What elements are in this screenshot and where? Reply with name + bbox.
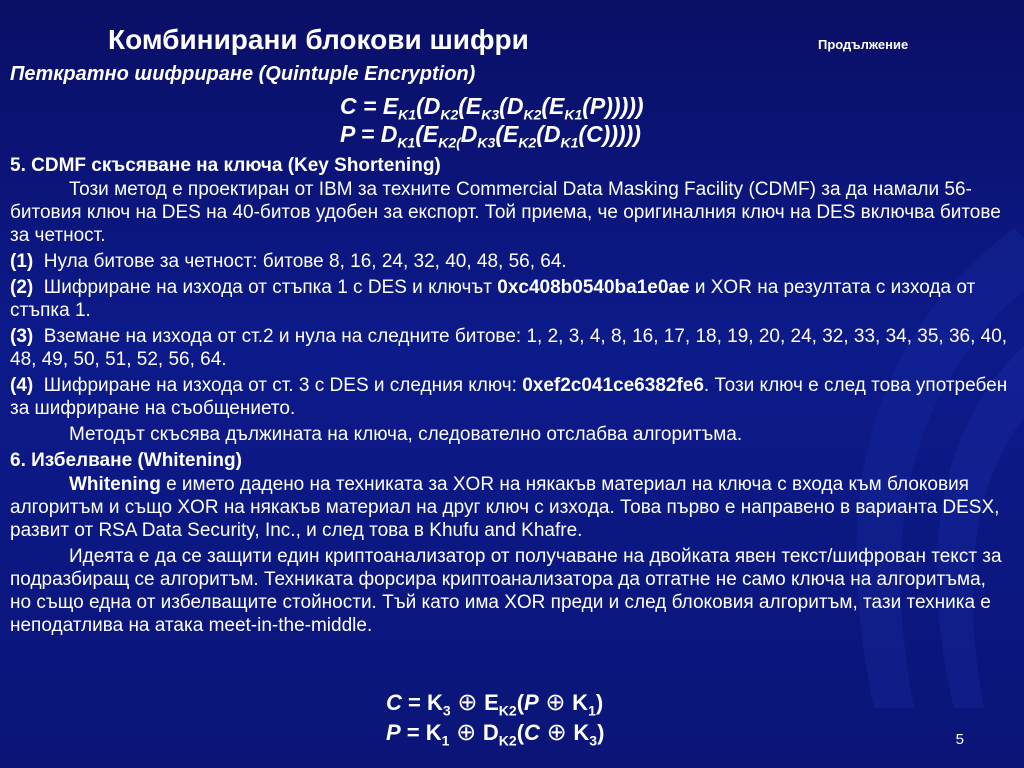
cdmf-step-3: (3) Вземане на изхода от ст.2 и нула на следните битове: 1, 2, 3, 4, 8, 16, 17, 18, 19, 20, 24, 32, 33, 34, 35, 36, 40, 48, 49, 50, 51, 52, 56, 64. bbox=[10, 326, 1008, 370]
slide-subtitle: Продължение bbox=[818, 37, 909, 52]
cdmf-step-4: (4) Шифриране на изхода от ст. 3 с DES и следния ключ: 0xef2c041ce6382fe6. Този ключ е след това употребен за шифриране на съобщението. bbox=[10, 375, 1008, 419]
slide-body bbox=[10, 152, 1012, 640]
cdmf-conclusion: Методът скъсява дължината на ключа, следователно отслабва алгоритъма. bbox=[69, 424, 743, 445]
slide-title: Комбинирани блокови шифри bbox=[108, 24, 529, 55]
page-number: 5 bbox=[955, 731, 964, 748]
whitening-paragraph-2: Идеята е да се защити един криптоанализатор от получаване на двойката явен текст/шифрован текст за подразбиращ се алгоритъм. Техниката форсира криптоанализатора да отгатне не само ключа на алгоритъма, но също една от избелващите стойности. Тъй като има XOR преди и след блоковия алгоритъм, тази техника е неподатлива на атака meet-in-the-middle. bbox=[10, 546, 1002, 636]
cdmf-heading: 5. CDMF скъсяване на ключа (Key Shortening) bbox=[10, 155, 441, 176]
des-key-1: 0xc408b0540ba1e0ae bbox=[497, 277, 690, 298]
whitening-decryption-formula: $P = K_1$ ⊕ $D_{K2}(C$ ⊕ $K_3$) bbox=[386, 719, 605, 749]
whitening-heading: 6. Избелване (Whitening) bbox=[10, 450, 242, 471]
cdmf-step-2: (2) Шифриране на изхода от стъпка 1 с DES и ключът 0xc408b0540ba1e0ae и XOR на резултата с изхода от стъпка 1. bbox=[10, 277, 976, 321]
quintuple-decryption-formula: $P = D_{K1}(E_{K2(}D_{K3}(E_{K2}(D_{K1}(C))))$) bbox=[340, 121, 641, 151]
whitening-encryption-formula: $C = K_3$ ⊕ $E_{K2}(P$ ⊕ $K_1$) bbox=[386, 689, 604, 719]
section-title: Петкратно шифриране (Quintuple Encryption) bbox=[10, 63, 476, 85]
des-key-2: 0xef2c041ce6382fe6 bbox=[522, 375, 704, 396]
whitening-paragraph-1: Whitening е името дадено на техниката за XOR на някакъв материал на ключа с входа към блоковия алгоритъм и също XOR на някакъв материал на друг ключ с изхода. Това първо е направено в варианта DESX, развит от RSA Data Security, Inc., и след това в Khufu and Khafre. bbox=[10, 474, 1000, 541]
cdmf-intro: Този метод е проектиран от IBM за техните Commercial Data Masking Facility (CDMF) за да намали 56-битовия ключ на DES на 40-битов удобен за експорт. Той приема, че оригиналния ключ на DES включва битове за четност. bbox=[10, 179, 1001, 246]
cdmf-step-1: (1) Нула битове за четност: битове 8, 16, 24, 32, 40, 48, 56, 64. bbox=[10, 251, 567, 272]
quintuple-encryption-formula: $C = E_{K1}(D_{K2}(E_{K3}(D_{K2}(E_{K1}(P)))))$ bbox=[340, 93, 644, 123]
